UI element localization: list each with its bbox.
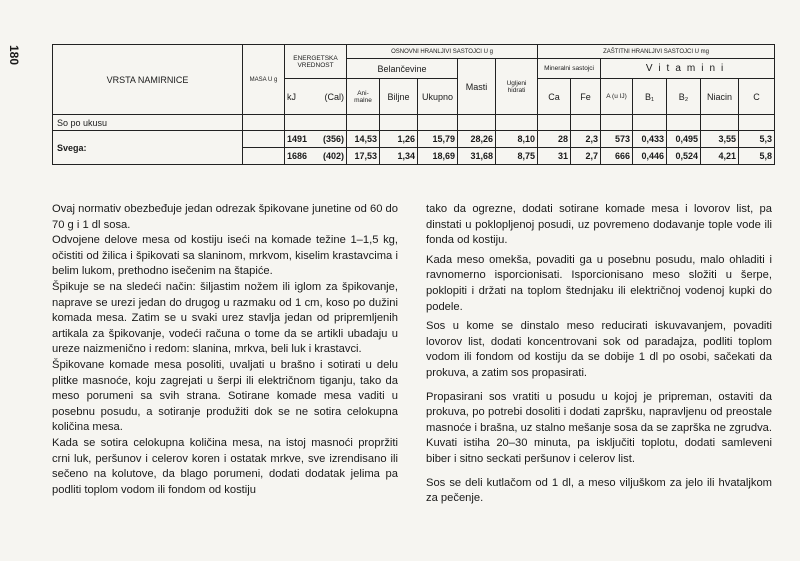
header-ca: Ca bbox=[538, 79, 571, 115]
paragraph: Ovaj normativ obezbeđuje jedan odrezak špikovane junetine od 60 do 70 g i 1 dl sosa. bbox=[52, 203, 398, 231]
header-b2: B₂ bbox=[667, 79, 701, 115]
right-text-column bbox=[426, 202, 772, 507]
paragraph: Špikuje se na sledeći način: šiljastim nožem ili iglom za špikovanje, naprave se urezi jedan do drugog u razmaku od 1 cm, koso po dužini komada mesa. Zatim se u svaki urez stavlja jedan od pripremljenih artikala za špikovanje, vodeći računa o tome da se artikli ubadaju u ureze naizmenično i redom: slanina, mrkva, beli luk i krastavci. bbox=[52, 280, 398, 356]
cell-c: 5,3 bbox=[739, 131, 775, 148]
header-masti: Masti bbox=[458, 59, 496, 115]
header-kj: kJ bbox=[287, 91, 296, 102]
paragraph: Špikovane komade mesa posoliti, uvaljati u brašno i sotirati u delu plitke masnoće, koju zagrejati u šerpi ili električnom tiganju, tako da meso porumeni sa svih strana. Sotirane komade mesa vaditi u posebnu posudu, a sotiranje produžiti dok se ne sotira celokupna količina mesa. bbox=[52, 358, 398, 434]
header-a: A (u IJ) bbox=[601, 79, 633, 115]
cell-animalne: 14,53 bbox=[347, 131, 380, 148]
paragraph: Sos u kome se dinstalo meso reducirati iskuvavanjem, povaditi lovorov list, dodati koncentrovani sok od paradajza, podliti toplom vodom ili fondom od kostiju da se dobije 1 dl po osobi, sačekati da prokuva, a zatim sos propasirati. bbox=[426, 320, 772, 379]
header-animalne: Ani-malne bbox=[347, 79, 380, 115]
table-row bbox=[53, 131, 775, 148]
cell-fe: 2,3 bbox=[571, 131, 601, 148]
cell-kj: 1686 bbox=[287, 151, 308, 161]
header-vitamini: Vitamini bbox=[601, 59, 775, 79]
paragraph: Odvojene delove mesa od kostiju iseći na komade težine 1–1,5 kg, očistiti od žilica i špikovati sa slaninom, mrkvom, kiselim krastavcima i belim lukom, prethodno isečenim na štapiće. bbox=[52, 234, 398, 278]
header-fe: Fe bbox=[571, 79, 601, 115]
cell-cal: (402) bbox=[322, 151, 344, 161]
paragraph: tako da ogrezne, dodati sotirane komade mesa i lovorov list, pa dinstati u poklopljenoj posudi, uz povremeno dodavanje tople vode ili fonda od kostiju. bbox=[426, 203, 772, 247]
cell-b1: 0,433 bbox=[633, 131, 667, 148]
header-kj-cal bbox=[285, 79, 347, 115]
row-svega-label: Svega: bbox=[53, 131, 243, 165]
cell-ca: 28 bbox=[538, 131, 571, 148]
cell-a: 666 bbox=[601, 148, 633, 165]
paragraph: Kada se sotira celokupna količina mesa, na istoj masnoći propržiti crni luk, peršunov i celerov koren i ostatak mrkve, sve izrendisano ili sečeno na kolutove, da blago porumeni, dodati dodatak jelima pa podliti toplom vodom ili fondom od kostiju bbox=[52, 436, 398, 496]
cell-ukupno: 18,69 bbox=[418, 148, 458, 165]
cell-fe: 2,7 bbox=[571, 148, 601, 165]
cell-kj: 1491 bbox=[287, 134, 308, 144]
cell-ugljeni: 8,75 bbox=[496, 148, 538, 165]
cell-b2: 0,524 bbox=[667, 148, 701, 165]
header-ugljeni: Ugljeni hidrati bbox=[496, 59, 538, 115]
cell-b1: 0,446 bbox=[633, 148, 667, 165]
header-energetska: ENERGETSKA VREDNOST bbox=[285, 45, 347, 79]
table-row bbox=[53, 115, 775, 131]
cell-animalne: 17,53 bbox=[347, 148, 380, 165]
cell-biljne: 1,26 bbox=[380, 131, 418, 148]
header-vrsta: VRSTA NAMIRNICE bbox=[53, 45, 243, 115]
header-b1: B₁ bbox=[633, 79, 667, 115]
header-biljne: Biljne bbox=[380, 79, 418, 115]
cell-a: 573 bbox=[601, 131, 633, 148]
header-mineralni: Mineralni sastojci bbox=[538, 59, 601, 79]
header-cal: (Cal) bbox=[324, 91, 344, 102]
cell-niacin: 3,55 bbox=[701, 131, 739, 148]
paragraph: Propasirani sos vratiti u posudu u kojoj je pripreman, ostaviti da prokuva, po potrebi dosoliti i dodati zapršku, napravljenu od preostale masnoće i brašna, uz stalno mešanje sosa da se zaprška ne zgrudva. Kuvati istiha 20–30 minuta, pa isključiti toplotu, dodati samleveni biber i sitno seckati peršunov i celerov list. bbox=[426, 390, 772, 465]
cell-c: 5,8 bbox=[739, 148, 775, 165]
paragraph: Kada meso omekša, povaditi ga u posebnu posudu, malo ohladiti i ravnomerno isporcionisati. Isporcionisano meso složiti u šerpe, poklopiti i držati na toplom štednjaku ili električnoj vodenoj kupki do podele. bbox=[426, 253, 772, 313]
cell-cal: (356) bbox=[322, 134, 344, 144]
cell-b2: 0,495 bbox=[667, 131, 701, 148]
header-masa: MASA U g bbox=[243, 45, 285, 115]
header-osnovni: OSNOVNI HRANLJIVI SASTOJCI U g bbox=[347, 45, 538, 59]
header-belancevine: Belančevine bbox=[347, 59, 458, 79]
cell-ca: 31 bbox=[538, 148, 571, 165]
nutrition-table bbox=[52, 44, 775, 165]
cell-biljne: 1,34 bbox=[380, 148, 418, 165]
row-so-label: So po ukusu bbox=[53, 115, 243, 131]
cell-masti: 31,68 bbox=[458, 148, 496, 165]
header-c: C bbox=[739, 79, 775, 115]
header-niacin: Niacin bbox=[701, 79, 739, 115]
paragraph: Sos se deli kutlačom od 1 dl, a meso viljuškom za jelo ili hvataljkom za pečenje. bbox=[426, 476, 772, 505]
cell-niacin: 4,21 bbox=[701, 148, 739, 165]
header-ukupno: Ukupno bbox=[418, 79, 458, 115]
cell-ukupno: 15,79 bbox=[418, 131, 458, 148]
header-zastitni: ZAŠTITNI HRANLJIVI SASTOJCI U mg bbox=[538, 45, 775, 59]
cell-masti: 28,26 bbox=[458, 131, 496, 148]
cell-ugljeni: 8,10 bbox=[496, 131, 538, 148]
page-number: 180 bbox=[7, 44, 22, 66]
left-text-column bbox=[52, 202, 398, 498]
